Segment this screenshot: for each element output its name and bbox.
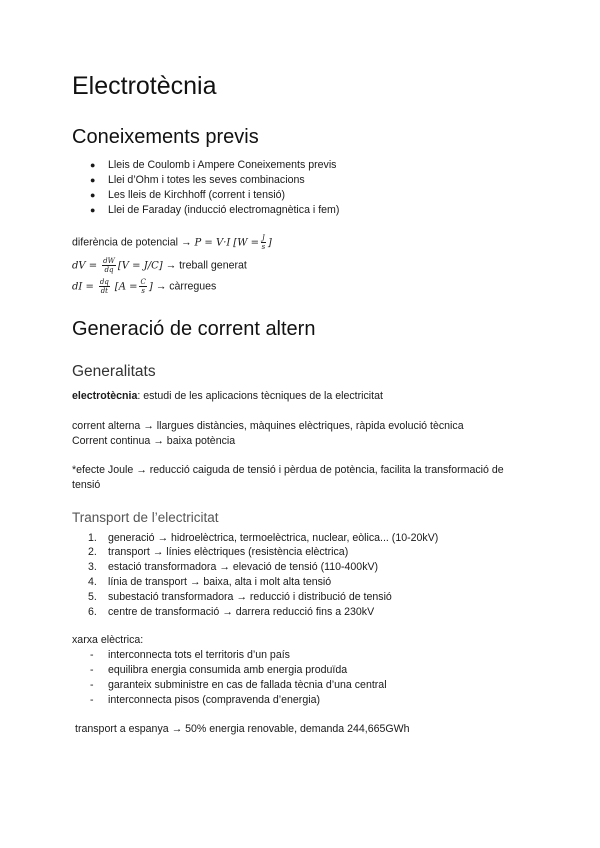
list-item: Les lleis de Kirchhoff (corrent i tensió) xyxy=(108,189,286,201)
section-heading-coneixements: Coneixements previs xyxy=(72,126,259,148)
section-heading-generacio: Generació de corrent altern xyxy=(72,318,316,340)
list-item: Llei d’Ohm i totes les seves combinacions xyxy=(108,174,305,186)
fraction: $\frac{dq}{dt}$ xyxy=(99,278,109,295)
step-number: 4. xyxy=(88,576,97,588)
list-item: centre de transformació → darrera reducció fins a 230kV xyxy=(108,606,375,618)
definition-text: : estudi de les aplicacions tècniques de la electricitat xyxy=(137,390,383,402)
list-item: subestació transformadora → reducció i distribució de tensió xyxy=(108,591,392,603)
formula-units: [V = J/C] xyxy=(117,260,163,272)
step-number: 1. xyxy=(88,532,97,544)
list-item: línia de transport → baixa, alta i molt alta tensió xyxy=(108,576,332,588)
formula-lhs: dI = xyxy=(72,281,94,293)
list-item: interconnecta tots el territoris d’un país xyxy=(108,649,290,661)
transport-spain-line: transport a espanya → 50% energia renovable, demanda 244,665GWh xyxy=(75,723,410,735)
formula-expression: P = V·I xyxy=(194,237,231,249)
definition-line xyxy=(72,390,383,402)
formula-lhs: dV = xyxy=(72,260,98,272)
step-number: 2. xyxy=(88,546,97,558)
formula-tail: → treball generat xyxy=(165,259,247,272)
bullet-icon: ● xyxy=(90,190,96,200)
formula-units-close: ] xyxy=(267,237,272,249)
formula-voltage xyxy=(72,257,247,274)
step-number: 5. xyxy=(88,591,97,603)
bullet-icon: ● xyxy=(90,160,96,170)
xarxa-label: xarxa elèctrica: xyxy=(72,634,144,646)
definition-term: electrotècnia xyxy=(72,390,138,402)
joule-note-line2: tensió xyxy=(72,479,101,491)
direct-current-line: Corrent continua → baixa potència xyxy=(72,435,236,447)
step-number: 6. xyxy=(88,606,97,618)
subheading-generalitats: Generalitats xyxy=(72,363,156,380)
fraction: $\frac{J}{s}$ xyxy=(261,234,266,251)
list-item: garanteix subministre en cas de fallada tècnia d’una central xyxy=(108,679,387,691)
bullet-icon: ● xyxy=(90,205,96,215)
dash-icon: - xyxy=(90,649,94,661)
alternating-current-line: corrent alterna → llargues distàncies, màquines elèctriques, ràpida evolució tècnica xyxy=(72,420,464,432)
list-item: equilibra energia consumida amb energia produïda xyxy=(108,664,348,676)
fraction: $\frac{C}{s}$ xyxy=(140,278,146,295)
bullet-icon: ● xyxy=(90,175,96,185)
list-item: estació transformadora → elevació de tensió (110-400kV) xyxy=(108,561,379,573)
list-item: generació → hidroelèctrica, termoelèctrica, nuclear, eòlica... (10-20kV) xyxy=(108,532,439,544)
dash-icon: - xyxy=(90,679,94,691)
formula-label: diferència de potencial → xyxy=(72,236,192,249)
list-item: interconnecta pisos (compravenda d’energia) xyxy=(108,694,320,706)
document-title: Electrotècnia xyxy=(72,72,217,100)
formula-units-open: [W = xyxy=(233,237,260,249)
formula-current xyxy=(72,278,216,295)
formula-potential xyxy=(72,234,272,251)
joule-note-line1: *efecte Joule → reducció caiguda de tensió i pèrdua de potència, facilita la transformació de xyxy=(72,464,504,476)
dash-icon: - xyxy=(90,664,94,676)
subheading-transport: Transport de l’electricitat xyxy=(72,510,219,525)
list-item: Lleis de Coulomb i Ampere Coneixements previs xyxy=(108,159,337,171)
step-number: 3. xyxy=(88,561,97,573)
formula-units-close: ] xyxy=(148,281,153,293)
fraction: $\frac{dW}{dq}$ xyxy=(103,257,115,274)
list-item: transport → línies elèctriques (resistència elèctrica) xyxy=(108,546,349,558)
formula-units-open: [A = xyxy=(114,281,138,293)
formula-tail: → càrregues xyxy=(155,280,217,293)
dash-icon: - xyxy=(90,694,94,706)
list-item: Llei de Faraday (inducció electromagnètica i fem) xyxy=(108,204,340,216)
